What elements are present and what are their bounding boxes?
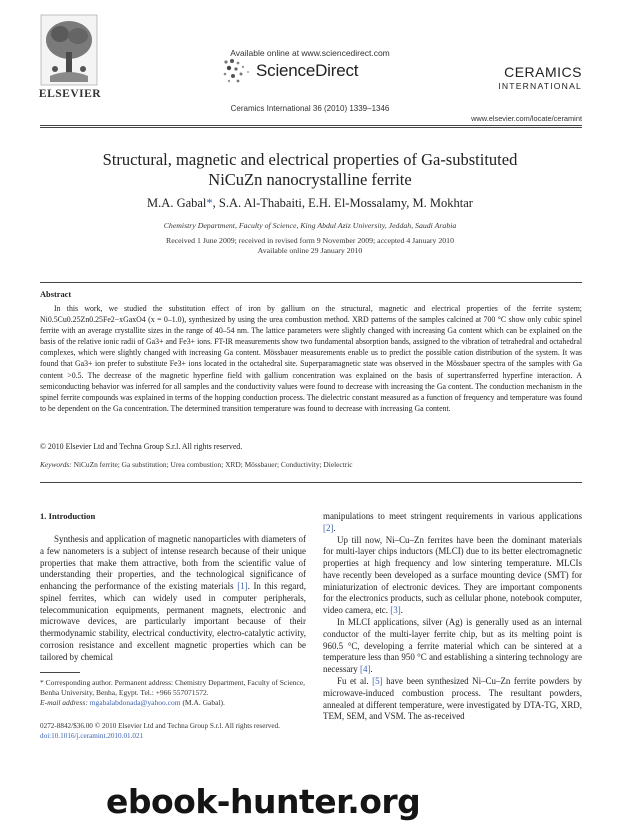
- journal-name-line1: CERAMICS: [504, 64, 582, 80]
- citation-link-5[interactable]: [5]: [372, 675, 383, 686]
- header-divider-secondary: [40, 127, 582, 128]
- footnote: [40, 678, 306, 708]
- keywords-list: NiCuZn ferrite; Ga substitution; Urea combustion; XRD; Mössbauer; Conductivity; Dielectric: [73, 460, 353, 469]
- ga-ion-label: Ga3+: [146, 337, 164, 347]
- citation-link-1[interactable]: [1]: [237, 581, 248, 592]
- available-online-date: Available online 29 January 2010: [257, 246, 363, 255]
- received-dates: Received 1 June 2009; received in revised form 9 November 2009; accepted 4 January 2010: [166, 236, 454, 245]
- abstract-top-divider: [40, 282, 582, 283]
- elsevier-tree-logo-icon: [40, 14, 98, 86]
- article-title: [60, 150, 560, 190]
- ferrite-formula: Ni0.5Cu0.25Zn0.25Fe2−xGaxO4 (x = 0–1.0): [40, 315, 185, 325]
- intro-paragraph-1-continued: [323, 511, 582, 535]
- intro-text-4a: Fu et al.: [337, 675, 369, 686]
- sciencedirect-logo-text: ScienceDirect: [256, 61, 359, 80]
- email-label: E-mail address:: [40, 698, 88, 707]
- intro-text-1d: .: [333, 522, 336, 533]
- intro-text-2a: Up till now, Ni–Cu–Zn ferrites have been the dominant materials for multi-layer chips inductors (MLCI) due to its better electromagnetic properties at high frequency and low sintering temperature. MLCIs have recently been developed as a surface mounting device (SMT) for miniaturization of electronic devices. They are important components for the electronics products, such as cellular phone, notebook computer, video camera, etc.: [323, 534, 582, 616]
- abstract-text-5: ion prefer to substitute: [92, 359, 168, 369]
- body-column-left: [40, 534, 306, 664]
- author-list: [60, 196, 560, 211]
- journal-url-link[interactable]: www.elsevier.com/locate/ceramint: [471, 114, 582, 123]
- title-line-1: Structural, magnetic and electrical properties of Ga-substituted: [102, 150, 518, 169]
- publisher-name: ELSEVIER: [38, 88, 102, 100]
- abstract-text-6: ions located in the octahedral site. Superparamagnetic state was observed in the Mössbauer spectra of the samples with Ga content >0.5. The decrease of the magnetic hyperfine field with gallium concentration was explained on the basis of supertransferred hyperfine interaction. A semiconducting behavior was inferred for all samples and the conductivity values were found to decrease with increasing the Ga content. The conduction mechanism in the spinel ferrite compounds was explained in terms of the hopping conduction process. The dielectric constant measured as a function of frequency and temperature was found to be dependent on the Ga concentration. The determined transition temperature was found to decrease with increasing Ga content.: [40, 359, 582, 413]
- abstract-heading: Abstract: [40, 290, 72, 299]
- doi-link[interactable]: doi:10.1016/j.ceramint.2010.01.021: [40, 731, 144, 740]
- intro-text-2b: .: [400, 605, 403, 616]
- fe-ion-label: Fe3+: [178, 337, 196, 347]
- keywords-label: Keywords:: [40, 460, 72, 469]
- email-link[interactable]: mgabalabdonada@yahoo.com: [89, 698, 181, 707]
- abstract-text-4: ions. FT-IR measurements show two fundamental absorption bands, assigned to the vibration of tetrahedral and octahedral complexes, which were slightly changed with increasing Ga content. Mössbauer measurements enable us to predict the possible cation distribution of the system. It was found that: [40, 337, 583, 369]
- intro-paragraph-3: [323, 617, 582, 676]
- citation-link-4[interactable]: [4]: [359, 664, 371, 675]
- watermark-text: ebook-hunter.org: [106, 782, 421, 821]
- intro-paragraph-1: [40, 534, 306, 664]
- issn-block: [40, 722, 340, 741]
- citation-link-2[interactable]: [2]: [323, 522, 334, 533]
- available-online-text[interactable]: Available online at www.sciencedirect.com: [230, 48, 390, 58]
- intro-paragraph-4: [323, 676, 582, 723]
- journal-name-line2: INTERNATIONAL: [498, 81, 582, 91]
- abstract-body: [40, 303, 582, 414]
- intro-text-1a: Synthesis and application of magnetic nanoparticles with diameters of a few nanometers is a subject of intense research because of their unique properties that make them attractive, both from the scientific value of understanding their properties, and the technological significance of enhancing the performance of the existing materials: [40, 534, 306, 592]
- abstract-text-1: In this work, we studied the substitution effect of iron by gallium on the structural, magnetic and electrical properties of the ferrite system;: [54, 304, 582, 313]
- corresponding-author-marker[interactable]: *: [206, 196, 213, 210]
- citation-link-3[interactable]: [3]: [390, 605, 401, 616]
- intro-text-4b: have been synthesized Ni–Cu–Zn ferrite powders by microwave-induced combustion process. The resultant powders, annealed at different temperature, were investigated by DTA-TG, XRD, TEM, SEM, and VSM. The as-received: [323, 675, 583, 722]
- corresponding-author: M.A. Gabal: [147, 196, 207, 210]
- footnote-marker: *: [40, 678, 44, 687]
- intro-text-3a: In MLCI applications, silver (Ag) is generally used as an internal conductor of the multi-layer ferrite chip, but as its melting point is 960.5 °C, developing a ferrite material which can be sintered at a temperature less than 950 °C and establishing a sintering technology are necessary: [323, 617, 582, 675]
- body-column-right: [323, 511, 582, 723]
- keywords-line: [40, 460, 582, 469]
- abstract-bottom-divider: [40, 482, 582, 483]
- issn-line: 0272-8842/$36.00 © 2010 Elsevier Ltd and Techna Group S.r.l. All rights reserved.: [40, 722, 280, 730]
- journal-reference: Ceramics International 36 (2010) 1339–1346: [230, 104, 390, 113]
- corresponding-author-note: [40, 678, 306, 698]
- email-line: [40, 698, 306, 708]
- affiliation: Chemistry Department, Faculty of Science, King Abdul Aziz University, Jeddah, Saudi Arabia: [163, 221, 457, 230]
- abstract-paragraph: [40, 303, 582, 414]
- intro-paragraph-2: [323, 535, 582, 617]
- footnote-text: Corresponding author. Permanent address: Chemistry Department, Faculty of Science, Benha University, Benha, Egypt. Tel.: +966 557071572.: [40, 678, 305, 697]
- footnote-divider: [40, 672, 80, 673]
- ga-ion-label-2: Ga3+: [75, 359, 93, 369]
- header-divider: [40, 125, 582, 126]
- intro-text-1b: . In this regard, spinel ferrites, which can widely used in computer peripherals, telecommunication equipments, permanent magnets, electronic and microwave devices, are particularly important because of their thermodynamic stability, electrical conductivity, electro-catalytic activity, corrosion resistance and excellent magnetic properties which can be tailored by chemical: [40, 581, 306, 662]
- email-suffix: (M.A. Gabal).: [180, 698, 225, 707]
- abstract-text-3: and: [163, 337, 179, 347]
- section-heading-introduction: 1. Introduction: [40, 511, 96, 521]
- fe-ion-label-2: Fe3+: [169, 359, 186, 369]
- article-dates: [60, 236, 560, 256]
- other-authors: , S.A. Al-Thabaiti, E.H. El-Mossalamy, M. Mokhtar: [212, 196, 473, 210]
- title-line-2: NiCuZn nanocrystalline ferrite: [208, 170, 412, 189]
- intro-text-3b: .: [370, 664, 373, 675]
- abstract-text-2: , synthesized by using the urea combustion method. XRD patterns of the samples calcined at 700 °C show only cubic spinel ferrite with an average crystallite sizes in the range of 40–54 nm. The lattice parameters were slightly changed with increasing Ga content which can be explained on the basis of the relative ionic radii of: [40, 315, 582, 347]
- intro-text-1c: manipulations to meet stringent requirements in various applications: [323, 511, 582, 521]
- sciencedirect-dots-icon: [222, 58, 252, 84]
- abstract-copyright: © 2010 Elsevier Ltd and Techna Group S.r.l. All rights reserved.: [40, 442, 243, 451]
